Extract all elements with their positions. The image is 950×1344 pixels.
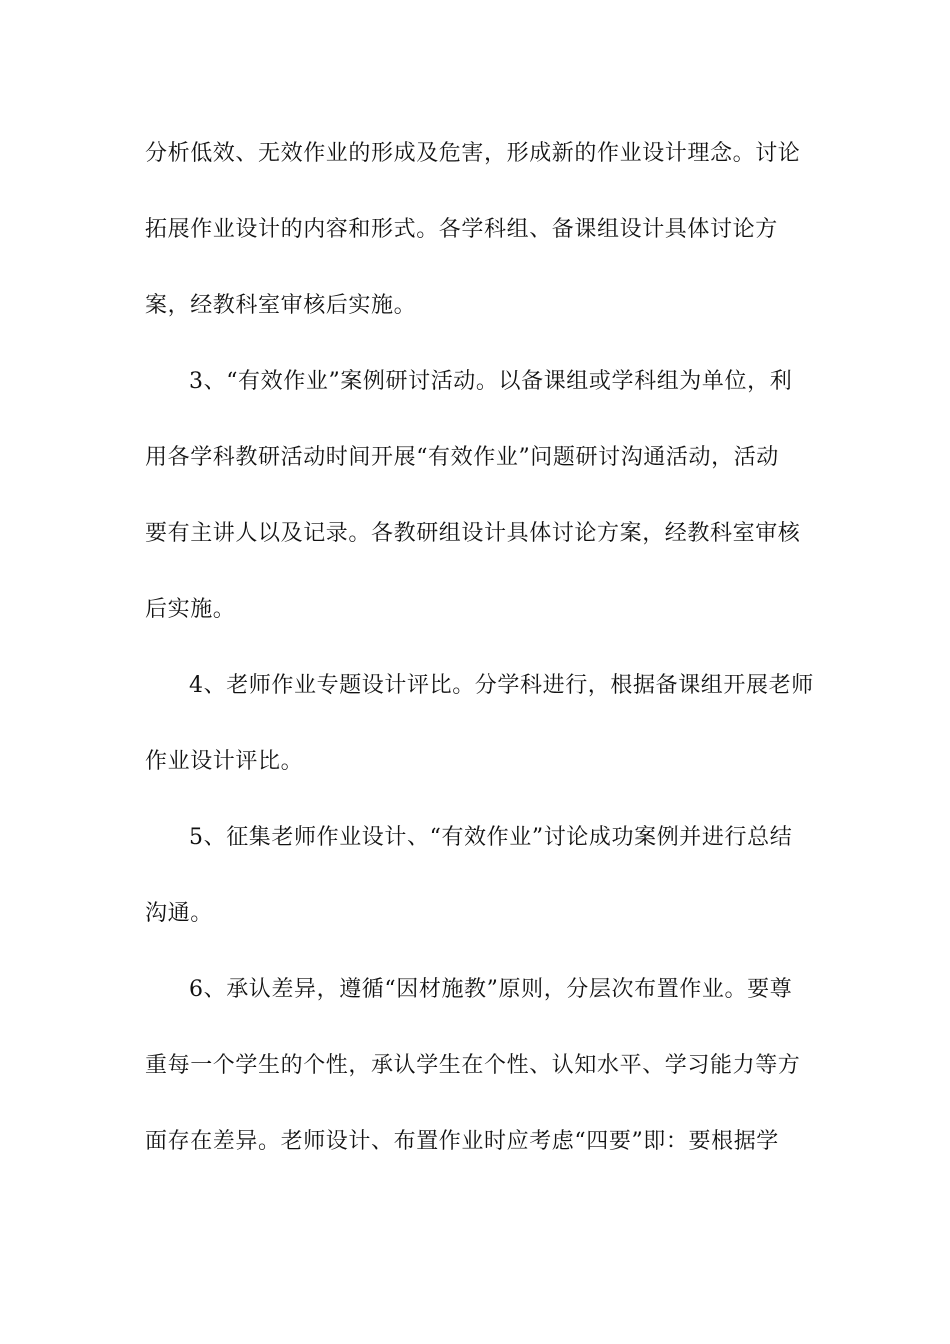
text-line: 重每一个学生的个性，承认学生在个性、认知水平、学习能力等方	[145, 1053, 801, 1078]
paragraph-continuation	[145, 128, 811, 356]
paragraph-item-5	[145, 812, 811, 964]
paragraph-item-4	[145, 660, 814, 812]
text-line: 4、老师作业专题设计评比。分学科进行，根据备课组开展老师	[189, 673, 814, 698]
text-line: 分析低效、无效作业的形成及危害，形成新的作业设计理念。讨论	[145, 141, 801, 166]
text-line: 沟通。	[145, 901, 213, 926]
paragraph-item-3	[145, 356, 811, 660]
document-body	[145, 128, 814, 1192]
text-line: 6、承认差异，遵循“因材施教”原则，分层次布置作业。要尊	[189, 977, 793, 1002]
text-line: 后实施。	[145, 597, 236, 622]
text-line: 案，经教科室审核后实施。	[145, 293, 417, 318]
text-line: 拓展作业设计的内容和形式。各学科组、备课组设计具体讨论方	[145, 217, 778, 242]
text-line: 要有主讲人以及记录。各教研组设计具体讨论方案，经教科室审核	[145, 521, 801, 546]
text-line: 作业设计评比。	[145, 749, 304, 774]
paragraph-item-6	[145, 964, 811, 1192]
text-line: 3、“有效作业”案例研讨活动。以备课组或学科组为单位，利	[189, 369, 793, 394]
text-line: 5、征集老师作业设计、“有效作业”讨论成功案例并进行总结	[189, 825, 793, 850]
text-line: 面存在差异。老师设计、布置作业时应考虑“四要”即：要根据学	[145, 1129, 779, 1154]
text-line: 用各学科教研活动时间开展“有效作业”问题研讨沟通活动，活动	[145, 445, 779, 470]
